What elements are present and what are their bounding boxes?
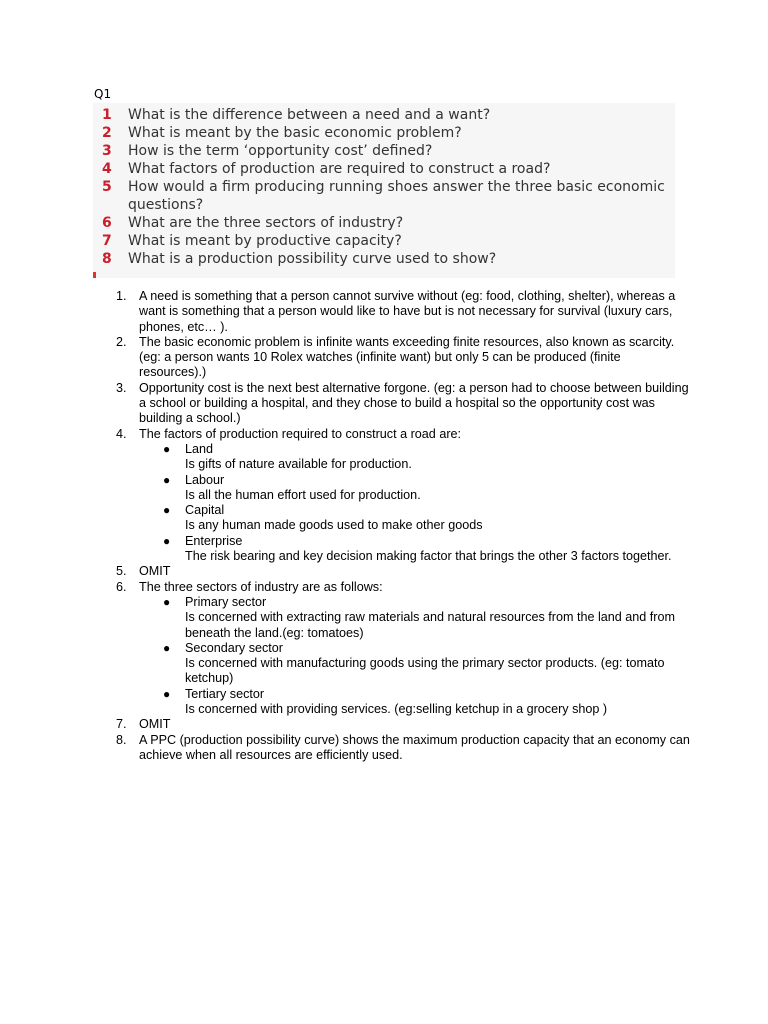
factor-item — [155, 442, 690, 473]
question-text: What is a production possibility curve used to show? — [128, 251, 497, 267]
answer-text: A need is something that a person cannot survive without (eg: food, clothing, shelter), whereas a want is something that a person would like to have but is not necessary for survival (luxury cars, phones, etc… ). — [139, 289, 676, 334]
bullet-icon: ● — [163, 533, 171, 548]
bullet-icon: ● — [163, 686, 171, 701]
image-corner-mark — [93, 272, 96, 278]
answer-item — [110, 580, 690, 718]
bullet-icon: ● — [163, 594, 171, 609]
sector-item — [155, 595, 690, 641]
question-text: What is meant by productive capacity? — [128, 233, 402, 249]
factor-item — [155, 534, 690, 565]
sector-description: Is concerned with manufacturing goods using the primary sector products. (eg: tomato ketchup) — [185, 656, 665, 686]
sector-item — [155, 687, 690, 718]
question-item — [93, 232, 675, 250]
question-text: What is the difference between a need and a want? — [128, 107, 491, 123]
answer-text: The basic economic problem is infinite wants exceeding finite resources, also known as scarcity. (eg: a person wants 10 Rolex watches (infinite want) but only 5 can be produced (finite resources).) — [139, 334, 675, 380]
answer-item — [110, 427, 690, 565]
answer-number: 4. — [116, 426, 127, 441]
question-item — [93, 214, 675, 232]
factor-item — [155, 473, 690, 504]
answer-list — [110, 289, 690, 763]
question-text: How would a firm producing running shoes answer the three basic economic questions? — [128, 179, 665, 213]
question-text: What is meant by the basic economic problem? — [128, 125, 462, 141]
question-item — [93, 160, 675, 178]
sector-description: Is concerned with extracting raw materials and natural resources from the land and from beneath the land.(eg: tomatoes) — [185, 610, 675, 640]
factor-description: Is gifts of nature available for production. — [185, 457, 412, 472]
answer-number: 1. — [116, 289, 127, 303]
question-number: 6 — [102, 215, 112, 231]
question-text: What factors of production are required to construct a road? — [128, 161, 551, 177]
answer-item — [110, 289, 690, 335]
factor-description: Is all the human effort used for production. — [185, 487, 421, 502]
factor-title: Land — [185, 441, 214, 456]
question-number: 8 — [102, 251, 112, 267]
answer-number: 5. — [116, 564, 127, 579]
question-set-label: Q1 — [94, 87, 112, 101]
question-number: 7 — [102, 233, 112, 249]
question-number: 2 — [102, 125, 112, 141]
question-text: How is the term ‘opportunity cost’ defined? — [128, 143, 433, 159]
sector-description: Is concerned with providing services. (eg:selling ketchup in a grocery shop ) — [185, 702, 608, 717]
factor-item — [155, 503, 690, 534]
factor-title: Enterprise — [185, 533, 243, 548]
bullet-icon: ● — [163, 472, 171, 487]
answer-item — [110, 733, 690, 764]
sector-item — [155, 641, 690, 687]
answer-number: 3. — [116, 380, 127, 395]
answer-text: Opportunity cost is the next best alternative forgone. (eg: a person had to choose between building a school or building a hospital, and they chose to build a hospital so the opportunity cost was building a school.) — [139, 380, 689, 426]
bullet-icon: ● — [163, 640, 171, 655]
question-number: 4 — [102, 161, 112, 177]
bullet-icon: ● — [163, 503, 171, 518]
factor-description: The risk bearing and key decision making factor that brings the other 3 factors together. — [185, 549, 672, 564]
sector-title: Tertiary sector — [185, 686, 265, 701]
answer-item — [110, 381, 690, 427]
question-number: 1 — [102, 107, 112, 123]
sector-title: Secondary sector — [185, 640, 284, 655]
factor-description: Is any human made goods used to make other goods — [185, 518, 483, 533]
question-number: 3 — [102, 143, 112, 159]
factor-title: Labour — [185, 472, 225, 487]
question-list-image — [93, 103, 675, 278]
question-text: What are the three sectors of industry? — [128, 215, 404, 231]
answer-item — [110, 564, 690, 579]
answer-number: 7. — [116, 717, 127, 732]
bullet-icon: ● — [163, 441, 171, 456]
question-item — [93, 142, 675, 160]
answer-text: OMIT — [139, 564, 171, 579]
answer-text: The three sectors of industry are as follows: — [139, 579, 383, 594]
question-item — [93, 250, 675, 268]
question-number: 5 — [102, 179, 112, 195]
answer-number: 6. — [116, 579, 127, 594]
question-item — [93, 178, 675, 214]
sector-title: Primary sector — [185, 594, 267, 609]
question-item — [93, 124, 675, 142]
answer-item — [110, 717, 690, 732]
answer-number: 8. — [116, 732, 127, 747]
question-item — [93, 106, 675, 124]
answer-number: 2. — [116, 334, 127, 349]
answer-item — [110, 335, 690, 381]
answer-text: A PPC (production possibility curve) shows the maximum production capacity that an economy can achieve when all resources are efficiently used. — [139, 732, 690, 762]
answer-text: OMIT — [139, 717, 171, 732]
answer-text: The factors of production required to construct a road are: — [139, 426, 462, 441]
factor-title: Capital — [185, 503, 225, 518]
